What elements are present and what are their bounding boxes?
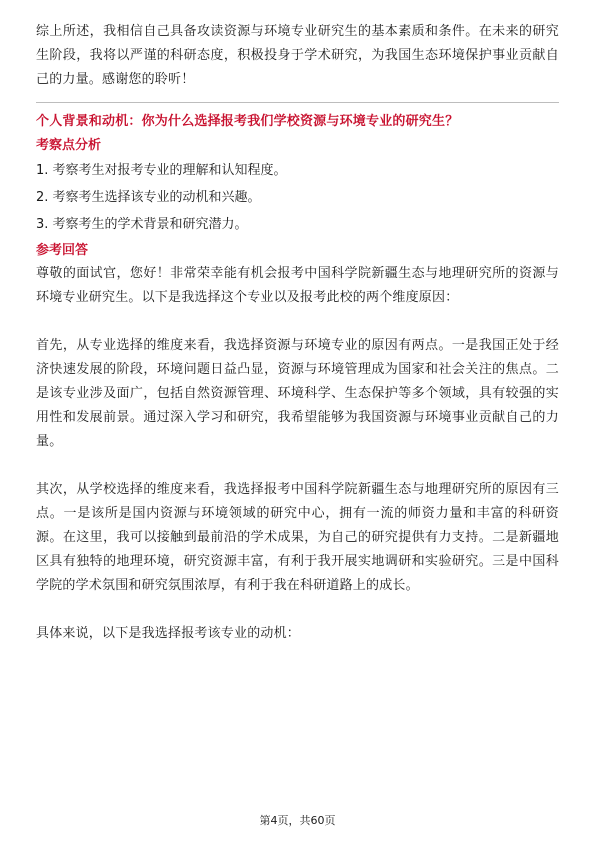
answer-paragraph: 尊敬的面试官，您好！非常荣幸能有机会报考中国科学院新疆生态与地理研究所的资源与环境专业研究生。以下是我选择这个专业以及报考此校的两个维度原因： — [36, 266, 559, 305]
page-number: 第4页，共60页 — [259, 814, 336, 827]
intro-paragraph: 综上所述，我相信自己具备攻读资源与环境专业研究生的基本素质和条件。在未来的研究生阶段，我将以严谨的科研态度，积极投身于学术研究，为我国生态环境保护事业贡献自己的力量。感谢您的聆听！ — [36, 24, 559, 87]
list-item: 1. 考察考生对报考专业的理解和认知程度。 — [36, 163, 287, 178]
section-divider — [36, 102, 559, 103]
answer-paragraph: 首先，从专业选择的维度来看，我选择资源与环境专业的原因有两点。一是我国正处于经济快速发展的阶段，环境问题日益凸显，资源与环境管理成为国家和社会关注的焦点。二是该专业涉及面广，包括自然资源管理、环境科学、生态保护等多个领域，具有较强的实用性和发展前景。通过深入学习和研究，我希望能够为我国资源与环境事业贡献自己的力量。 — [36, 338, 559, 449]
list-item: 3. 考察考生的学术背景和研究潜力。 — [36, 217, 248, 232]
list-item: 2. 考察考生选择该专业的动机和兴趣。 — [36, 190, 261, 205]
answer-paragraph: 其次，从学校选择的维度来看，我选择报考中国科学院新疆生态与地理研究所的原因有三点。一是该所是国内资源与环境领域的研究中心，拥有一流的师资力量和丰富的科研资源。在这里，我可以接触到最前沿的学术成果，为自己的研究提供有力支持。二是新疆地区具有独特的地理环境，研究资源丰富，有利于我开展实地调研和实验研究。三是中国科学院的学术氛围和研究氛围浓厚，有利于我在科研道路上的成长。 — [36, 482, 559, 593]
document-page — [36, 20, 559, 646]
analysis-title: 考察点分析 — [36, 138, 102, 153]
answer-title: 参考回答 — [36, 243, 89, 258]
question-heading: 个人背景和动机：你为什么选择报考我们学校资源与环境专业的研究生？ — [36, 114, 459, 129]
answer-paragraph: 具体来说，以下是我选择报考该专业的动机： — [36, 626, 301, 641]
analysis-list — [36, 159, 559, 237]
